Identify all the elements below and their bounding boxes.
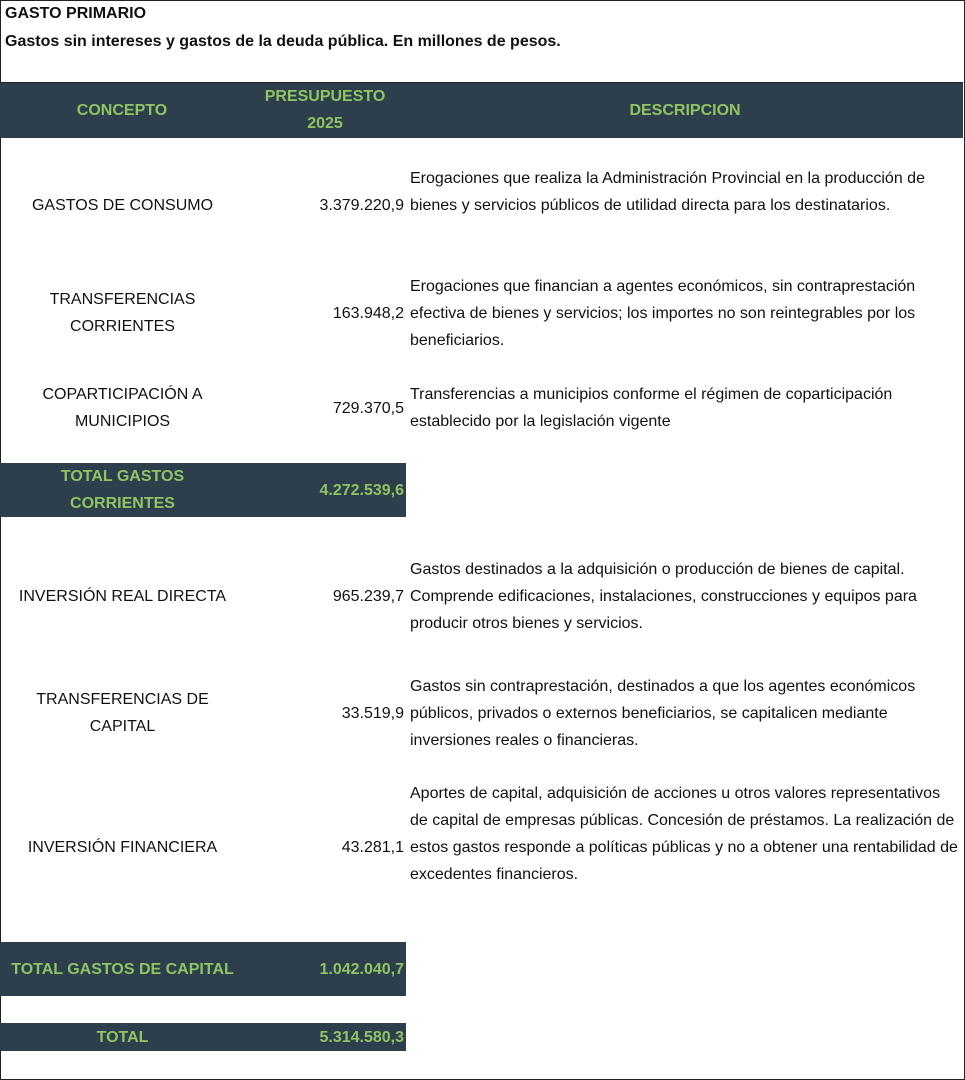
header-concepto: CONCEPTO [76, 102, 168, 119]
table-header [0, 83, 963, 138]
row-concept-line1: TRANSFERENCIAS [49, 291, 196, 308]
row-description: Gastos sin contraprestación, destinados a que los agentes económicos públicos, privados o externos beneficiarios, se capitalicen mediante inversiones reales o financieras. [410, 678, 916, 749]
row-description: Transferencias a municipios conforme el régimen de coparticipación establecido por la legislación vigente [410, 386, 893, 430]
grand-total-row [0, 1023, 406, 1051]
row-concept-line2: MUNICIPIOS [74, 413, 171, 430]
table-row [0, 556, 963, 638]
row-concept-line1: COPARTICIPACIÓN A [42, 386, 203, 403]
total-corrientes-amount: 4.272.539,6 [319, 482, 404, 499]
row-amount: 729.370,5 [332, 400, 404, 417]
page-subtitle: Gastos sin intereses y gastos de la deuda pública. En millones de pesos. [5, 33, 561, 50]
row-amount: 163.948,2 [332, 305, 404, 322]
row-concept-line1: INVERSIÓN REAL DIRECTA [18, 588, 227, 605]
total-corrientes-row [0, 463, 406, 517]
row-concept [10, 686, 235, 740]
row-concept-line1: INVERSIÓN FINANCIERA [27, 839, 218, 856]
total-corrientes-label-line1: TOTAL GASTOS [60, 468, 185, 485]
row-amount: 3.379.220,9 [319, 197, 404, 214]
row-concept [10, 286, 235, 340]
row-concept-line2: CAPITAL [89, 718, 156, 735]
row-concept [10, 834, 235, 861]
total-corrientes-label-line2: CORRIENTES [70, 495, 175, 512]
grand-total-amount: 5.314.580,3 [319, 1029, 404, 1046]
page-title: GASTO PRIMARIO [5, 5, 147, 22]
row-amount: 965.239,7 [332, 588, 404, 605]
row-amount: 33.519,9 [341, 705, 404, 722]
row-concept-line1: TRANSFERENCIAS DE [36, 691, 209, 708]
row-concept-line1: GASTOS DE CONSUMO [31, 197, 214, 214]
title-block [0, 0, 963, 83]
total-corrientes-label [0, 463, 245, 517]
row-description: Gastos destinados a la adquisición o producción de bienes de capital. Comprende edificaciones, instalaciones, construcciones y equipos para producir otros bienes y servicios. [410, 561, 917, 632]
row-amount: 43.281,1 [341, 839, 404, 856]
total-capital-label: TOTAL GASTOS DE CAPITAL [11, 961, 234, 978]
row-description: Aportes de capital, adquisición de acciones u otros valores representativos de capital de empresas públicas. Concesión de préstamos. La realización de estos gastos responde a políticas públicas y no a obtener una rentabilidad de excedentes financieros. [410, 785, 958, 883]
table-row [0, 673, 963, 755]
row-concept-line2: CORRIENTES [70, 318, 175, 335]
total-capital-row [0, 942, 406, 996]
table-row [0, 165, 963, 247]
table-row [0, 780, 963, 916]
row-description: Erogaciones que financian a agentes económicos, sin contraprestación efectiva de bienes y servicios; los importes no son reintegrables por los beneficiarios. [410, 278, 916, 349]
row-concept [10, 583, 235, 610]
row-concept [10, 381, 235, 435]
header-presupuesto-line1: PRESUPUESTO [264, 88, 386, 105]
row-concept [10, 192, 235, 219]
row-description: Erogaciones que realiza la Administración Provincial en la producción de bienes y servicios públicos de utilidad directa para los destinatarios. [410, 170, 925, 214]
table-row [0, 273, 963, 355]
table-row [0, 381, 963, 435]
grand-total-label: TOTAL [96, 1029, 149, 1046]
total-capital-amount: 1.042.040,7 [319, 961, 404, 978]
header-presupuesto-line2: 2025 [307, 115, 343, 132]
header-descripcion: DESCRIPCION [629, 102, 741, 119]
header-presupuesto [245, 83, 405, 137]
